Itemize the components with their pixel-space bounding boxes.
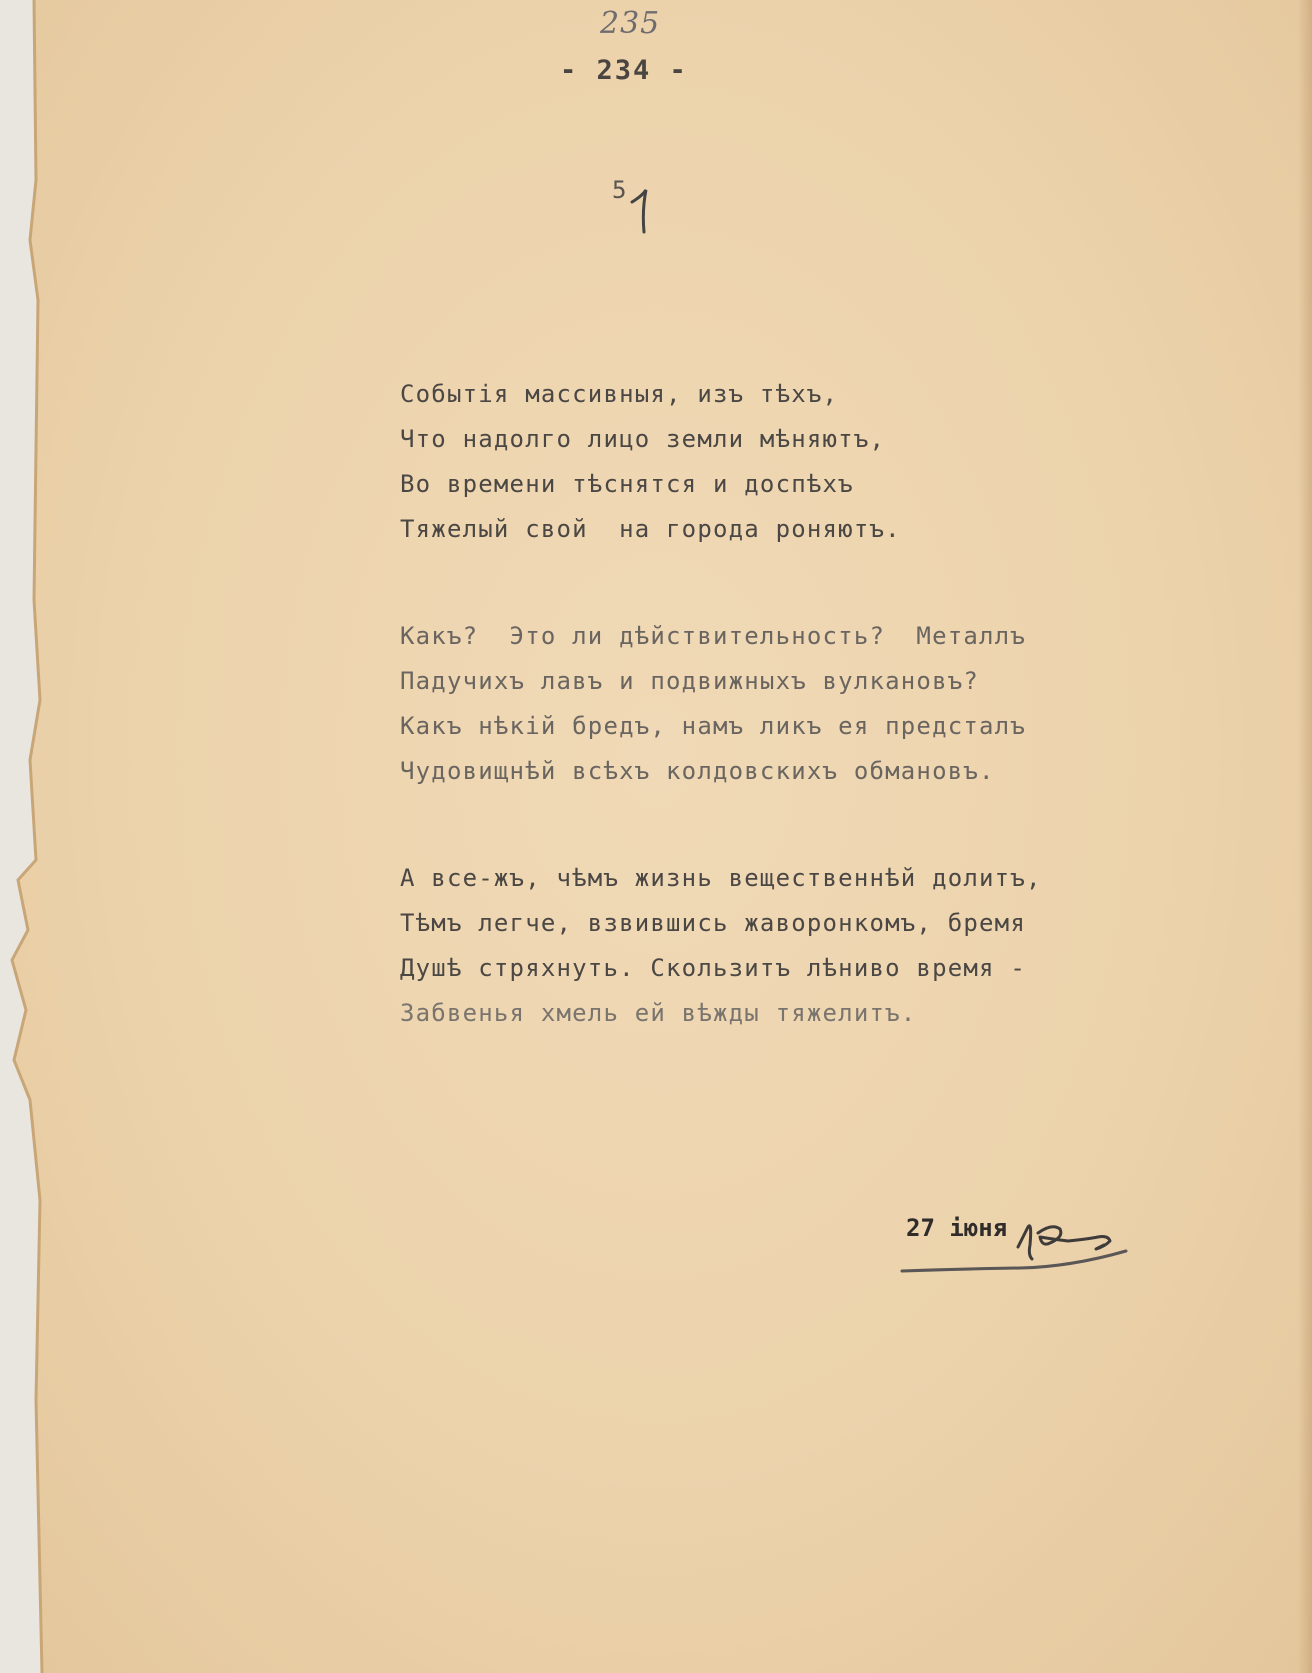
poem-body xyxy=(400,372,1280,1098)
poem-line: Тѣмъ легче, взвившись жаворонкомъ, бремя xyxy=(400,909,1026,937)
right-edge-shadow xyxy=(1298,0,1312,1673)
archive-number: 235 xyxy=(600,6,661,41)
poem-number: 5 xyxy=(612,176,627,204)
poem-line: Душѣ стряхнуть. Скользитъ лѣниво время - xyxy=(400,954,1026,982)
poem-line: Во времени тѣснятся и доспѣхъ xyxy=(400,470,854,498)
poem-line: Забвенья хмель ей вѣжды тяжелитъ. xyxy=(400,999,917,1027)
signature-icon xyxy=(900,1215,1160,1285)
poem-line: Что надолго лицо земли мѣняютъ, xyxy=(400,425,886,453)
poem-date: 27 іюня xyxy=(906,1214,1008,1242)
poem-line: Падучихъ лавъ и подвижныхъ вулкановъ? xyxy=(400,667,980,695)
poem-line: Какъ? Это ли дѣйствительность? Металлъ xyxy=(400,622,1026,650)
poem-line: Тяжелый свой на города роняютъ. xyxy=(400,515,901,543)
pencil-mark-icon xyxy=(628,176,668,236)
torn-left-edge xyxy=(0,0,60,1673)
stanza xyxy=(400,856,1280,1036)
poem-line: Чудовищнѣй всѣхъ колдовскихъ обмановъ. xyxy=(400,757,995,785)
poem-line: Событія массивныя, изъ тѣхъ, xyxy=(400,380,839,408)
stanza xyxy=(400,372,1280,552)
page-number: - 234 - xyxy=(560,55,688,86)
poem-line: Какъ нѣкій бредъ, намъ ликъ ея предсталъ xyxy=(400,712,1026,740)
stanza xyxy=(400,614,1280,794)
poem-line: А все-жъ, чѣмъ жизнь вещественнѣй долитъ, xyxy=(400,864,1042,892)
